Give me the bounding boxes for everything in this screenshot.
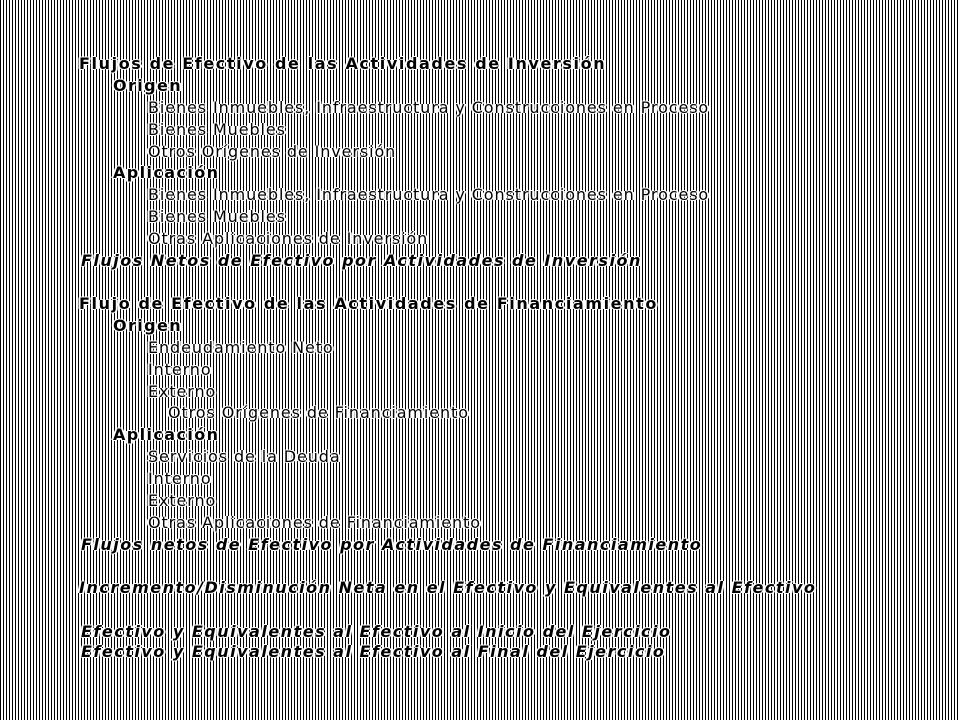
- net-change-line: Incremento/Disminución Neta en el Efectivo y Equivalentes al Efectivo: [79, 578, 817, 597]
- financing-service-internal: Interno: [148, 469, 212, 488]
- financing-net-flows: Flujos netos de Efectivo por Actividades de Financiamiento: [81, 535, 703, 554]
- beginning-balance-line: Efectivo y Equivalentes al Efectivo al Inicio del Ejercicio: [81, 622, 672, 641]
- investment-application-label: Aplicación: [113, 163, 220, 182]
- investment-application-item: Bienes Muebles: [148, 207, 286, 226]
- financing-other-origins: Otros Orígenes de Financiamiento: [168, 403, 469, 422]
- investment-heading: Flujos de Efectivo de las Actividades de Inversión: [79, 54, 607, 73]
- financing-application-label: Aplicación: [113, 425, 220, 444]
- investment-origin-item: Bienes Inmuebles, Infraestructura y Construcciones en Proceso: [148, 98, 710, 117]
- investment-application-item: Otras Aplicaciones de Inversión: [148, 229, 429, 248]
- financing-origin-label: Origen: [113, 316, 183, 335]
- financing-debt-external: Externo: [148, 382, 217, 401]
- investment-origin-item: Bienes Muebles: [148, 120, 286, 139]
- financing-debt-service-label: Servicios de la Deuda: [148, 447, 341, 466]
- investment-origin-label: Origen: [113, 76, 183, 95]
- financing-debt-label: Endeudamiento Neto: [148, 338, 334, 357]
- investment-application-item: Bienes Inmuebles, Infraestructura y Construcciones en Proceso: [148, 185, 710, 204]
- financing-debt-internal: Interno: [148, 360, 212, 379]
- financing-service-external: Externo: [148, 491, 217, 510]
- ending-balance-line: Efectivo y Equivalentes al Efectivo al Final del Ejercicio: [81, 642, 666, 661]
- financing-heading: Flujo de Efectivo de las Actividades de Financiamiento: [79, 294, 658, 313]
- investment-net-flows: Flujos Netos de Efectivo por Actividades de Inversión: [81, 251, 642, 270]
- financing-other-applications: Otras Aplicaciones de Financiamiento: [148, 513, 481, 532]
- investment-origin-item: Otros Orígenes de Inversión: [148, 142, 397, 161]
